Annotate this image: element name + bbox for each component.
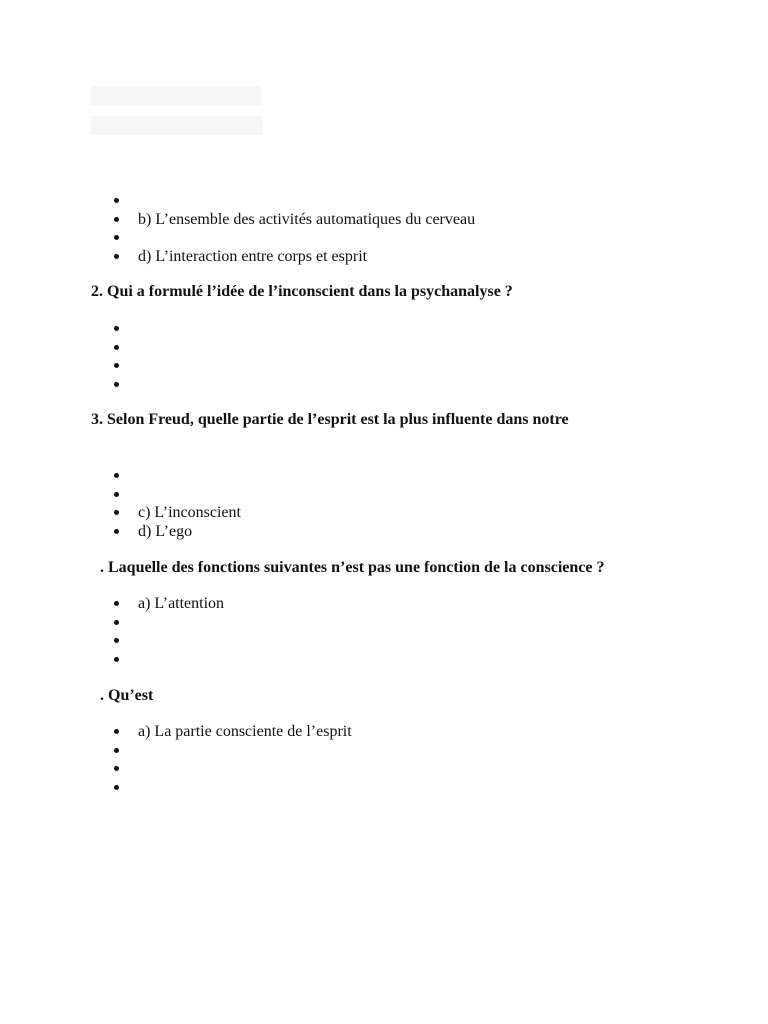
question-1-options [0,192,700,267]
option-item [0,486,700,505]
bullet-icon [114,382,119,387]
option-item [0,339,700,358]
option-label: c) L’inconscient [138,504,241,522]
option-label: d) L’interaction entre corps et esprit [138,248,368,266]
option-item [0,357,700,376]
option-label: a) L’attention [138,595,225,612]
option-item [0,651,700,670]
question-4-options [0,595,700,670]
bullet-icon [114,620,119,625]
option-item [0,779,700,798]
option-label: d) L’ego [138,523,193,541]
redacted-heading-block [91,86,261,105]
bullet-icon [114,363,119,368]
question-3-options [0,467,700,542]
bullet-icon [114,601,119,606]
bullet-icon [114,748,119,753]
bullet-icon [114,492,119,497]
bullet-icon [114,529,119,534]
option-label: b) L’ensemble des activités automatiques du cerveau [138,210,476,228]
bullet-icon [114,254,119,259]
question-2-title: 2. Qui a formulé l’idée de l’inconscient dans la psychanalyse ? [91,283,513,300]
bullet-icon [114,638,119,643]
question-4-title: . Laquelle des fonctions suivantes n’est pas une fonction de la conscience ? [100,559,605,576]
bullet-icon [114,785,119,790]
bullet-icon [114,345,119,350]
bullet-icon [114,766,119,771]
option-item [0,376,700,395]
option-item [0,467,700,486]
question-2-options [0,320,700,395]
bullet-icon [114,729,119,734]
option-item [0,614,700,633]
bullet-icon [114,473,119,478]
option-item [0,760,700,779]
option-item [0,742,700,761]
bullet-icon [114,235,119,240]
question-5-title: . Qu’est [100,687,154,704]
option-item [0,595,700,614]
bullet-icon [114,657,119,662]
option-item [0,192,700,211]
redacted-subheading-block [91,116,263,135]
question-3-title: 3. Selon Freud, quelle partie de l’esprit est la plus influente dans notre [91,411,569,428]
option-item [0,211,700,230]
option-item [0,229,700,248]
option-item [0,504,700,523]
bullet-icon [114,198,119,203]
bullet-icon [114,217,119,222]
bullet-icon [114,510,119,515]
option-label: a) La partie consciente de l’esprit [138,723,352,740]
question-5-options [0,723,700,798]
option-item [0,523,700,542]
option-item [0,248,700,267]
option-item [0,320,700,339]
bullet-icon [114,326,119,331]
option-item [0,632,700,651]
option-item [0,723,700,742]
